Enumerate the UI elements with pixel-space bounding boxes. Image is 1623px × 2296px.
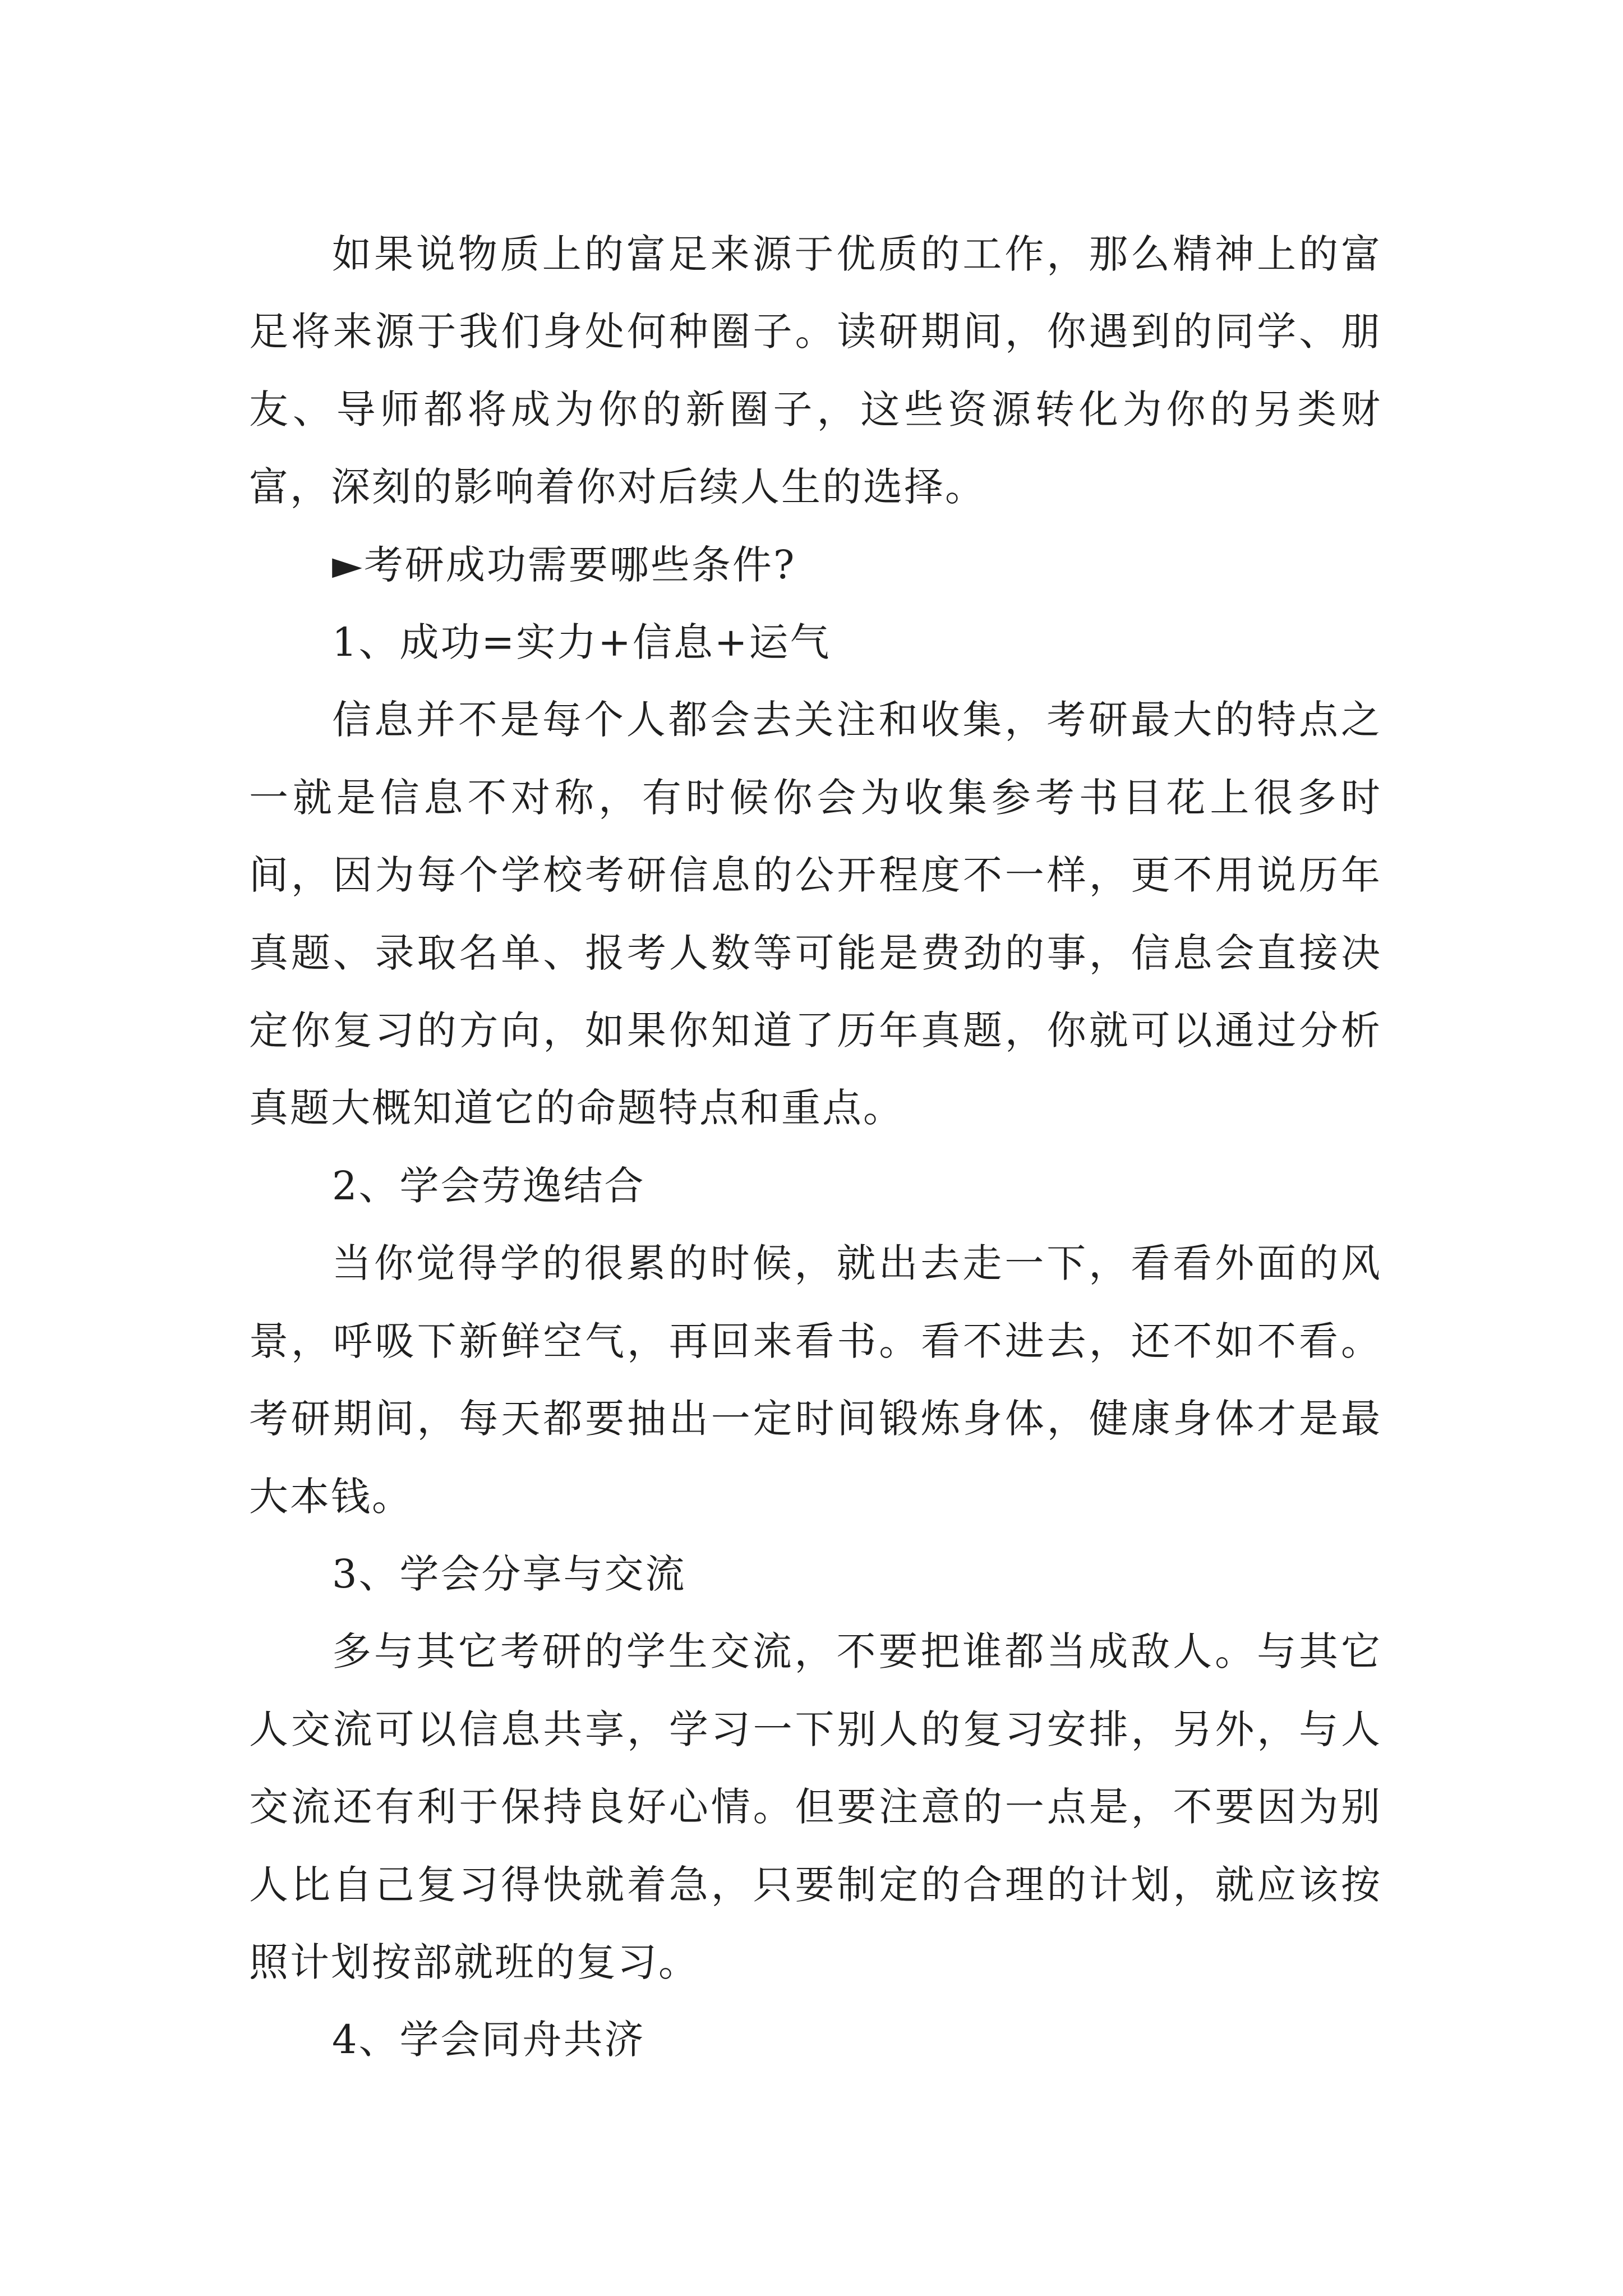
- section-heading-conditions: ►考研成功需要哪些条件?: [332, 541, 796, 588]
- paragraph-information: 信息并不是每个人都会去关注和收集，考研最大的特点之一就是信息不对称，有时候你会为收集参考书目花上很多时间，因为每个学校考研信息的公开程度不一样，更不用说历年真题、录取名单、报考人数等可能是费劲的事，信息会直接决定你复习的方向，如果你知道了历年真题，你就可以通过分析真题大概知道它的命题特点和重点。: [249, 697, 1382, 1131]
- subheading-success-formula: 1、成功=实力+信息+运气: [332, 619, 831, 666]
- paragraph-share-and-communicate: 多与其它考研的学生交流，不要把谁都当成敌人。与其它人交流可以信息共享，学习一下别人的复习安排，另外，与人交流还有利于保持良好心情。但要注意的一点是，不要因为别人比自己复习得快就着急，只要制定的合理的计划，就应该按照计划按部就班的复习。: [249, 1628, 1382, 1985]
- paragraph-work-rest-balance: 当你觉得学的很累的时候，就出去走一下，看看外面的风景，呼吸下新鲜空气，再回来看书。看不进去，还不如不看。考研期间，每天都要抽出一定时间锻炼身体，健康身体才是最大本钱。: [249, 1240, 1382, 1520]
- document-body: [249, 215, 1382, 2079]
- subheading-stick-together: 4、学会同舟共济: [332, 2017, 645, 2063]
- subheading-share-and-communicate: 3、学会分享与交流: [332, 1550, 686, 1597]
- paragraph-circle-of-friends: 如果说物质上的富足来源于优质的工作，那么精神上的富足将来源于我们身处何种圈子。读研期间，你遇到的同学、朋友、导师都将成为你的新圈子，这些资源转化为你的另类财富，深刻的影响着你对后续人生的选择。: [249, 231, 1382, 510]
- subheading-work-rest-balance: 2、学会劳逸结合: [332, 1162, 645, 1209]
